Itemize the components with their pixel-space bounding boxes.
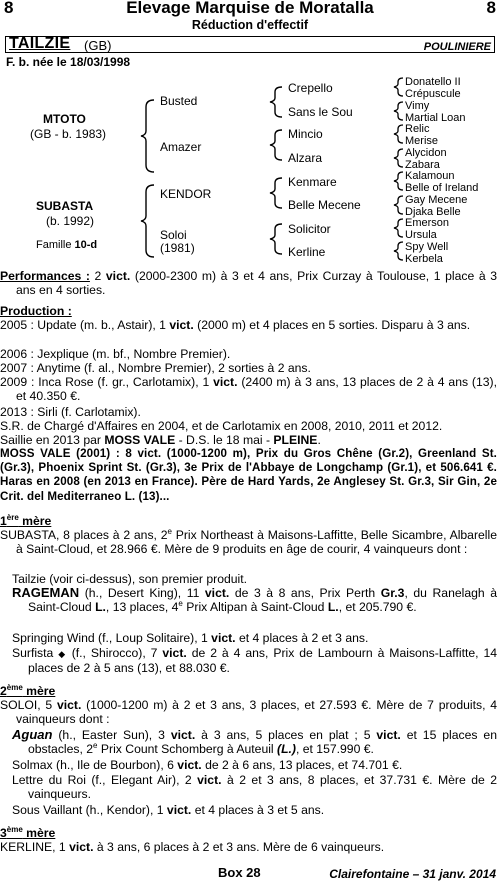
- footer-box-number: Box 28: [218, 865, 261, 880]
- catalogue-title: Elevage Marquise de Moratalla: [126, 0, 374, 17]
- gen4-11: Gay Mecene: [405, 194, 468, 206]
- gen3-5: Kenmare: [288, 175, 337, 189]
- gen4-10: Belle of Ireland: [405, 182, 479, 194]
- gen3-braces: [392, 74, 406, 264]
- gen3-8: Kerline: [288, 245, 326, 259]
- gen3-7: Solicitor: [288, 222, 331, 236]
- first-dam-produce-3: Springing Wind (f., Loup Solitaire), 1 vict. et 4 places à 2 et 3 ans.: [12, 631, 369, 645]
- production-moss-vale: MOSS VALE (2001) : 8 vict. (1000-1200 m), Prix du Gros Chêne (Gr.2), Greenland St. (Gr.3), Phoenix Sprint St. (Gr.3), 3e Prix de l'Abbaye de Longchamp (Gr.1), et 506.641 €. Haras en 2008 (en 2013 en France). Père de Hard Yards, 2e Anglesey St. Gr.3, Sir Gin, 2e Crit. del Mediterraneo L. (13)...: [0, 447, 497, 503]
- first-dam-produce-2: RAGEMAN (h., Desert King), 11 vict. de 3 à 8 ans, Prix Perth Gr.3, du Ranelagh à Saint-Cloud L., 13 places, 4e Prix Altipan à Saint-Cloud L., et 205.790 €.: [12, 585, 497, 614]
- production-2007: 2007 : Anytime (f. al., Nombre Premier), 2 sorties à 2 ans.: [0, 361, 311, 375]
- second-dam-produce-3: Lettre du Roi (f., Elegant Air), 2 vict. à 2 et 3 ans, 8 places, et 37.731 €. Mère de 2 vainqueurs.: [12, 773, 497, 801]
- production-heading: Production :: [0, 304, 72, 318]
- gen4-9: Kalamoun: [405, 170, 455, 182]
- gen1-braces: [140, 97, 158, 257]
- gen3-3: Mincio: [288, 127, 323, 141]
- production-2009: 2009 : Inca Rose (f. gr., Carlotamix), 1 vict. (2400 m) à 3 ans, 13 places de 2 à 4 ans (13), et 40.350 €.: [0, 375, 497, 403]
- gen3-1: Crepello: [288, 81, 333, 95]
- first-dam-produce-1: Tailzie (voir ci-dessus), son premier produit.: [12, 572, 248, 586]
- gen3-2: Sans le Sou: [288, 105, 353, 119]
- gen4-1: Donatello II: [405, 76, 461, 88]
- production-sr: S.R. de Chargé d'Affaires en 2004, et de Carlotamix en 2008, 2010, 2011 et 2012.: [0, 419, 443, 433]
- gen4-16: Kerbela: [405, 253, 443, 265]
- third-dam-heading: 3ème mère: [0, 824, 56, 840]
- gen4-15: Spy Well: [405, 241, 449, 253]
- second-dam-produce-4: Sous Vaillant (h., Kendor), 1 vict. et 4 places à 3 et 5 ans.: [12, 803, 325, 817]
- gen4-13: Emerson: [405, 217, 450, 229]
- lot-number-right: 8: [486, 0, 496, 17]
- first-dam-produce-4: Surfista ◆ (f., Shirocco), 7 vict. de 2 à 4 ans, Prix de Lambourn à Maisons-Laffitte, 14 places de 2 à 5 ans (13), et 88.030 €.: [12, 646, 497, 675]
- production-2005: 2005 : Update (m. b., Astair), 1 vict. (2000 m) et 4 places en 5 sorties. Disparu à 3 ans.: [0, 318, 471, 332]
- horse-origin: (GB): [84, 38, 112, 53]
- horse-name: TAILZIE: [9, 35, 71, 52]
- gen2-braces: [268, 84, 286, 259]
- footer-sale-info: Clairefontaine – 31 janv. 2014: [329, 867, 496, 881]
- granddam-maternal: Soloi: [160, 228, 187, 242]
- production-2013: 2013 : Sirli (f. Carlotamix).: [0, 405, 141, 419]
- gen4-6: Merise: [405, 135, 439, 147]
- first-dam-text: SUBASTA, 8 places à 2 ans, 2e Prix Northeast à Maisons-Laffitte, Belle Sicambre, Albarelle à Saint-Cloud, et 28.966 €. Mère de 9 produits en âge de courir, 4 vainqueurs dont :: [0, 526, 497, 556]
- dam-family: Famille 10-d: [36, 239, 98, 251]
- first-dam-heading: 1ère mère: [0, 512, 52, 528]
- horse-name-box: [5, 36, 495, 53]
- gen4-8: Zabara: [405, 159, 440, 171]
- gen4-4: Martial Loan: [405, 112, 466, 124]
- sire-info: (GB - b. 1983): [30, 127, 107, 141]
- lot-number-left: 8: [4, 0, 14, 17]
- production-2006: 2006 : Jexplique (m. bf., Nombre Premier).: [0, 347, 231, 361]
- grandsire-maternal: KENDOR: [160, 187, 212, 201]
- gen3-6: Belle Mecene: [288, 198, 361, 212]
- gen3-4: Alzara: [288, 151, 323, 165]
- grandsire-paternal: Busted: [160, 94, 198, 108]
- gen4-5: Relic: [405, 123, 430, 135]
- horse-type: POULINIERE: [423, 41, 491, 53]
- granddam-paternal: Amazer: [160, 140, 202, 154]
- second-dam-heading: 2ème mère: [0, 682, 56, 698]
- gen4-7: Alycidon: [405, 147, 447, 159]
- second-dam-text: SOLOI, 5 vict. (1000-1200 m) à 2 et 3 ans, 3 places, et 27.593 €. Mère de 7 produits, 4 vainqueurs dont :: [0, 698, 497, 726]
- horse-birth: F. b. née le 18/03/1998: [6, 55, 131, 69]
- dam-info: (b. 1992): [46, 214, 95, 228]
- granddam-maternal-info: (1981): [160, 241, 195, 255]
- dam-name: SUBASTA: [36, 199, 94, 213]
- sire-name: MTOTO: [43, 112, 86, 126]
- second-dam-produce-1: Aguan (h., Easter Sun), 3 vict. à 3 ans, 5 places en plat ; 5 vict. et 15 places en obstacles, 2e Prix Count Schomberg à Auteuil (L.), et 157.990 €.: [12, 727, 497, 756]
- third-dam-text: KERLINE, 1 vict. à 3 ans, 6 places à 2 et 3 ans. Mère de 6 vainqueurs.: [0, 840, 385, 854]
- gen4-14: Ursula: [405, 229, 437, 241]
- performances: Performances : 2 vict. (2000-2300 m) à 3 et 4 ans, Prix Curzay à Toulouse, 1 place à 3 ans en 4 sorties.: [0, 269, 497, 297]
- gen4-3: Vimy: [405, 100, 430, 112]
- production-saillie: Saillie en 2013 par MOSS VALE - D.S. le 18 mai - PLEINE.: [0, 433, 321, 447]
- gen4-12: Djaka Belle: [405, 206, 461, 218]
- gen4-2: Crépuscule: [405, 88, 461, 100]
- second-dam-produce-2: Solmax (h., Ile de Bourbon), 6 vict. de 2 à 6 ans, 13 places, et 74.701 €.: [12, 758, 403, 772]
- catalogue-subtitle: Réduction d'effectif: [191, 18, 309, 32]
